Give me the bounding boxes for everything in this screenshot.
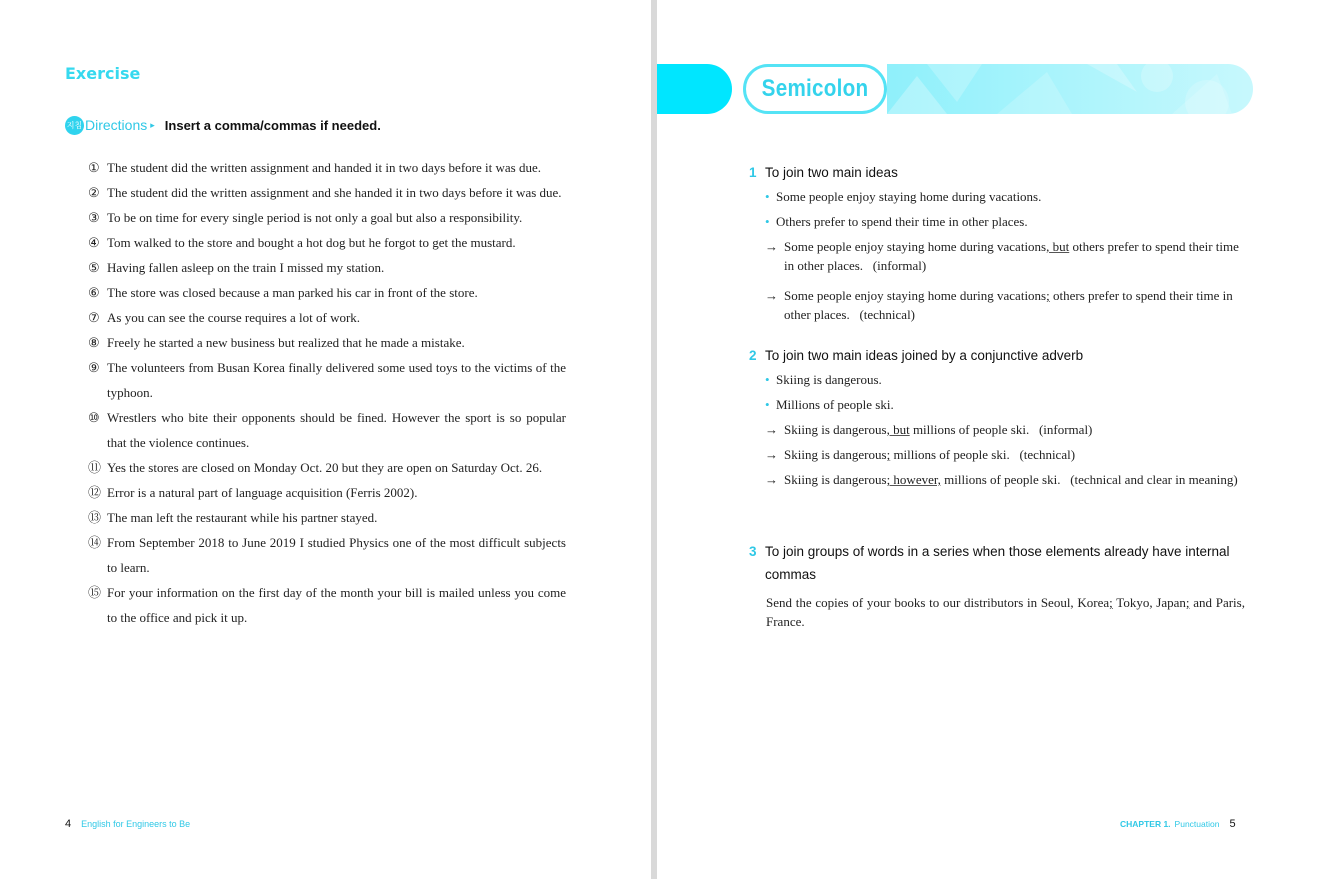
- example-bullet: • Skiing is dangerous.: [749, 367, 1245, 392]
- section-number: 2: [749, 348, 757, 363]
- section-1: [749, 161, 1245, 327]
- highlighted-punctuation: ;: [886, 447, 891, 462]
- example-bullet: • Some people enjoy staying home during vacations.: [749, 184, 1245, 209]
- bullet-icon: •: [765, 397, 770, 412]
- directions-label: Directions: [85, 117, 148, 133]
- exercise-number: ②: [88, 185, 100, 200]
- bullet-icon: •: [765, 214, 770, 229]
- highlighted-punctuation: ; however,: [886, 472, 941, 487]
- section-2: [749, 344, 1245, 492]
- exercise-number: ⑨: [88, 360, 100, 375]
- highlighted-punctuation: ;: [1046, 288, 1050, 303]
- section-number: 3: [749, 544, 757, 559]
- arrow-right-icon: →: [765, 422, 778, 437]
- arrow-right-icon: →: [765, 447, 778, 462]
- highlighted-punctuation: ;: [1109, 595, 1113, 610]
- exercise-item: [88, 330, 566, 355]
- bullet-icon: •: [765, 372, 770, 387]
- exercise-sentence: Having fallen asleep on the train I missed my station.: [107, 260, 385, 275]
- page-number: 4: [65, 818, 72, 830]
- exercise-item: [88, 305, 566, 330]
- page-number: 5: [1229, 818, 1236, 830]
- left-footer: [65, 818, 190, 830]
- exercise-number: ⑤: [88, 260, 100, 275]
- exercise-number: ④: [88, 235, 100, 250]
- section-title: Semicolon: [761, 75, 869, 102]
- directions-badge: [65, 116, 155, 135]
- highlighted-punctuation: , but: [1046, 239, 1070, 254]
- section-number: 1: [749, 165, 757, 180]
- exercise-sentence: For your information on the first day of the month your bill is mailed unless you come to the office and pick it up.: [107, 585, 566, 625]
- section-heading-text: To join two main ideas: [765, 165, 898, 180]
- exercise-number: ⑪: [88, 460, 102, 475]
- example-bullet: • Others prefer to spend their time in other places.: [749, 209, 1245, 234]
- directions-row: [65, 115, 381, 135]
- highlighted-punctuation: ;: [1185, 595, 1190, 610]
- exercise-item: [88, 355, 566, 405]
- chapter-title: Punctuation: [1174, 819, 1220, 829]
- decorative-pattern-icon: [887, 64, 1253, 114]
- exercise-sentence: From September 2018 to June 2019 I studied Physics one of the most difficult subjects to learn.: [107, 535, 566, 575]
- exercise-sentence: As you can see the course requires a lot of work.: [107, 310, 361, 325]
- exercise-number: ⑧: [88, 335, 100, 350]
- bullet-icon: •: [765, 189, 770, 204]
- arrow-right-icon: →: [765, 288, 778, 303]
- exercise-number: ⑥: [88, 285, 100, 300]
- exercise-item: [88, 455, 566, 480]
- arrow-right-icon: →: [765, 472, 778, 487]
- exercise-sentence: The student did the written assignment and handed it in two days before it was due.: [107, 160, 541, 175]
- header-band: [887, 64, 1253, 114]
- exercise-item: [88, 280, 566, 305]
- example-sentence: Send the copies of your books to our distributors in Seoul, Korea; Tokyo, Japan; and Paris, France.: [766, 595, 1245, 629]
- directions-text: Insert a comma/commas if needed.: [164, 117, 381, 133]
- left-page: [0, 0, 651, 879]
- exercise-number: ⑭: [88, 535, 102, 550]
- exercise-item: [88, 230, 566, 255]
- example-combined: → Skiing is dangerous; millions of people ski. (technical): [749, 442, 1245, 467]
- section-heading: [749, 344, 1245, 367]
- right-page: [657, 0, 1319, 879]
- exercise-sentence: The student did the written assignment and she handed it in two days before it was due.: [107, 185, 562, 200]
- exercise-number: ①: [88, 160, 100, 175]
- highlighted-punctuation: , but: [886, 422, 910, 437]
- section-heading-text: To join groups of words in a series when those elements already have internal commas: [765, 544, 1230, 582]
- example-combined: → Some people enjoy staying home during vacations; others prefer to spend their time in other places. (technical): [749, 283, 1245, 327]
- exercise-item: [88, 580, 566, 630]
- right-footer: [1120, 818, 1236, 830]
- book-title: English for Engineers to Be: [81, 819, 191, 829]
- exercise-number: ⑮: [88, 585, 102, 600]
- section-heading: [749, 540, 1245, 586]
- triangle-right-icon: ▸: [150, 119, 155, 130]
- exercise-sentence: Freely he started a new business but realized that he made a mistake.: [107, 335, 465, 350]
- exercise-number: ⑩: [88, 410, 100, 425]
- exercise-item: [88, 180, 566, 205]
- exercise-item: [88, 205, 566, 230]
- exercise-item: [88, 505, 566, 530]
- exercise-sentence: To be on time for every single period is not only a goal but also a responsibility.: [107, 210, 523, 225]
- exercise-item: [88, 155, 566, 180]
- section-heading-text: To join two main ideas joined by a conjunctive adverb: [765, 348, 1084, 363]
- exercise-item: [88, 480, 566, 505]
- exercise-sentence: The store was closed because a man parked his car in front of the store.: [107, 285, 478, 300]
- arrow-right-icon: →: [765, 239, 778, 254]
- exercise-sentence: Error is a natural part of language acquisition (Ferris 2002).: [107, 485, 418, 500]
- header-tab: [657, 64, 732, 114]
- exercise-number: ③: [88, 210, 100, 225]
- section-heading: [749, 161, 1245, 184]
- example-combined: → Skiing is dangerous, but millions of people ski. (informal): [749, 417, 1245, 442]
- exercise-number: ⑦: [88, 310, 100, 325]
- exercise-item: [88, 405, 566, 455]
- example-combined: → Some people enjoy staying home during vacations, but others prefer to spend their time in other places. (informal): [749, 234, 1245, 278]
- exercise-number: ⑬: [88, 510, 102, 525]
- exercise-item: [88, 255, 566, 280]
- exercise-item: [88, 530, 566, 580]
- exercise-sentence: Yes the stores are closed on Monday Oct. 20 but they are open on Saturday Oct. 26.: [107, 460, 543, 475]
- example-bullet: • Millions of people ski.: [749, 392, 1245, 417]
- exercise-number: ⑫: [88, 485, 102, 500]
- exercise-sentence: Wrestlers who bite their opponents should be fined. However the sport is so popular that the violence continues.: [107, 410, 566, 450]
- section-3: [749, 540, 1245, 631]
- directions-icon: 지침: [65, 116, 84, 135]
- chapter-label: CHAPTER 1.: [1120, 819, 1171, 829]
- exercise-list: [88, 155, 566, 630]
- exercise-title: Exercise: [65, 64, 141, 83]
- exercise-sentence: The volunteers from Busan Korea finally delivered some used toys to the victims of the typhoon.: [107, 360, 566, 400]
- exercise-sentence: The man left the restaurant while his partner stayed.: [107, 510, 378, 525]
- header-pill: [743, 64, 887, 114]
- example-combined: → Skiing is dangerous; however, millions of people ski. (technical and clear in meaning): [749, 467, 1245, 492]
- exercise-sentence: Tom walked to the store and bought a hot dog but he forgot to get the mustard.: [107, 235, 516, 250]
